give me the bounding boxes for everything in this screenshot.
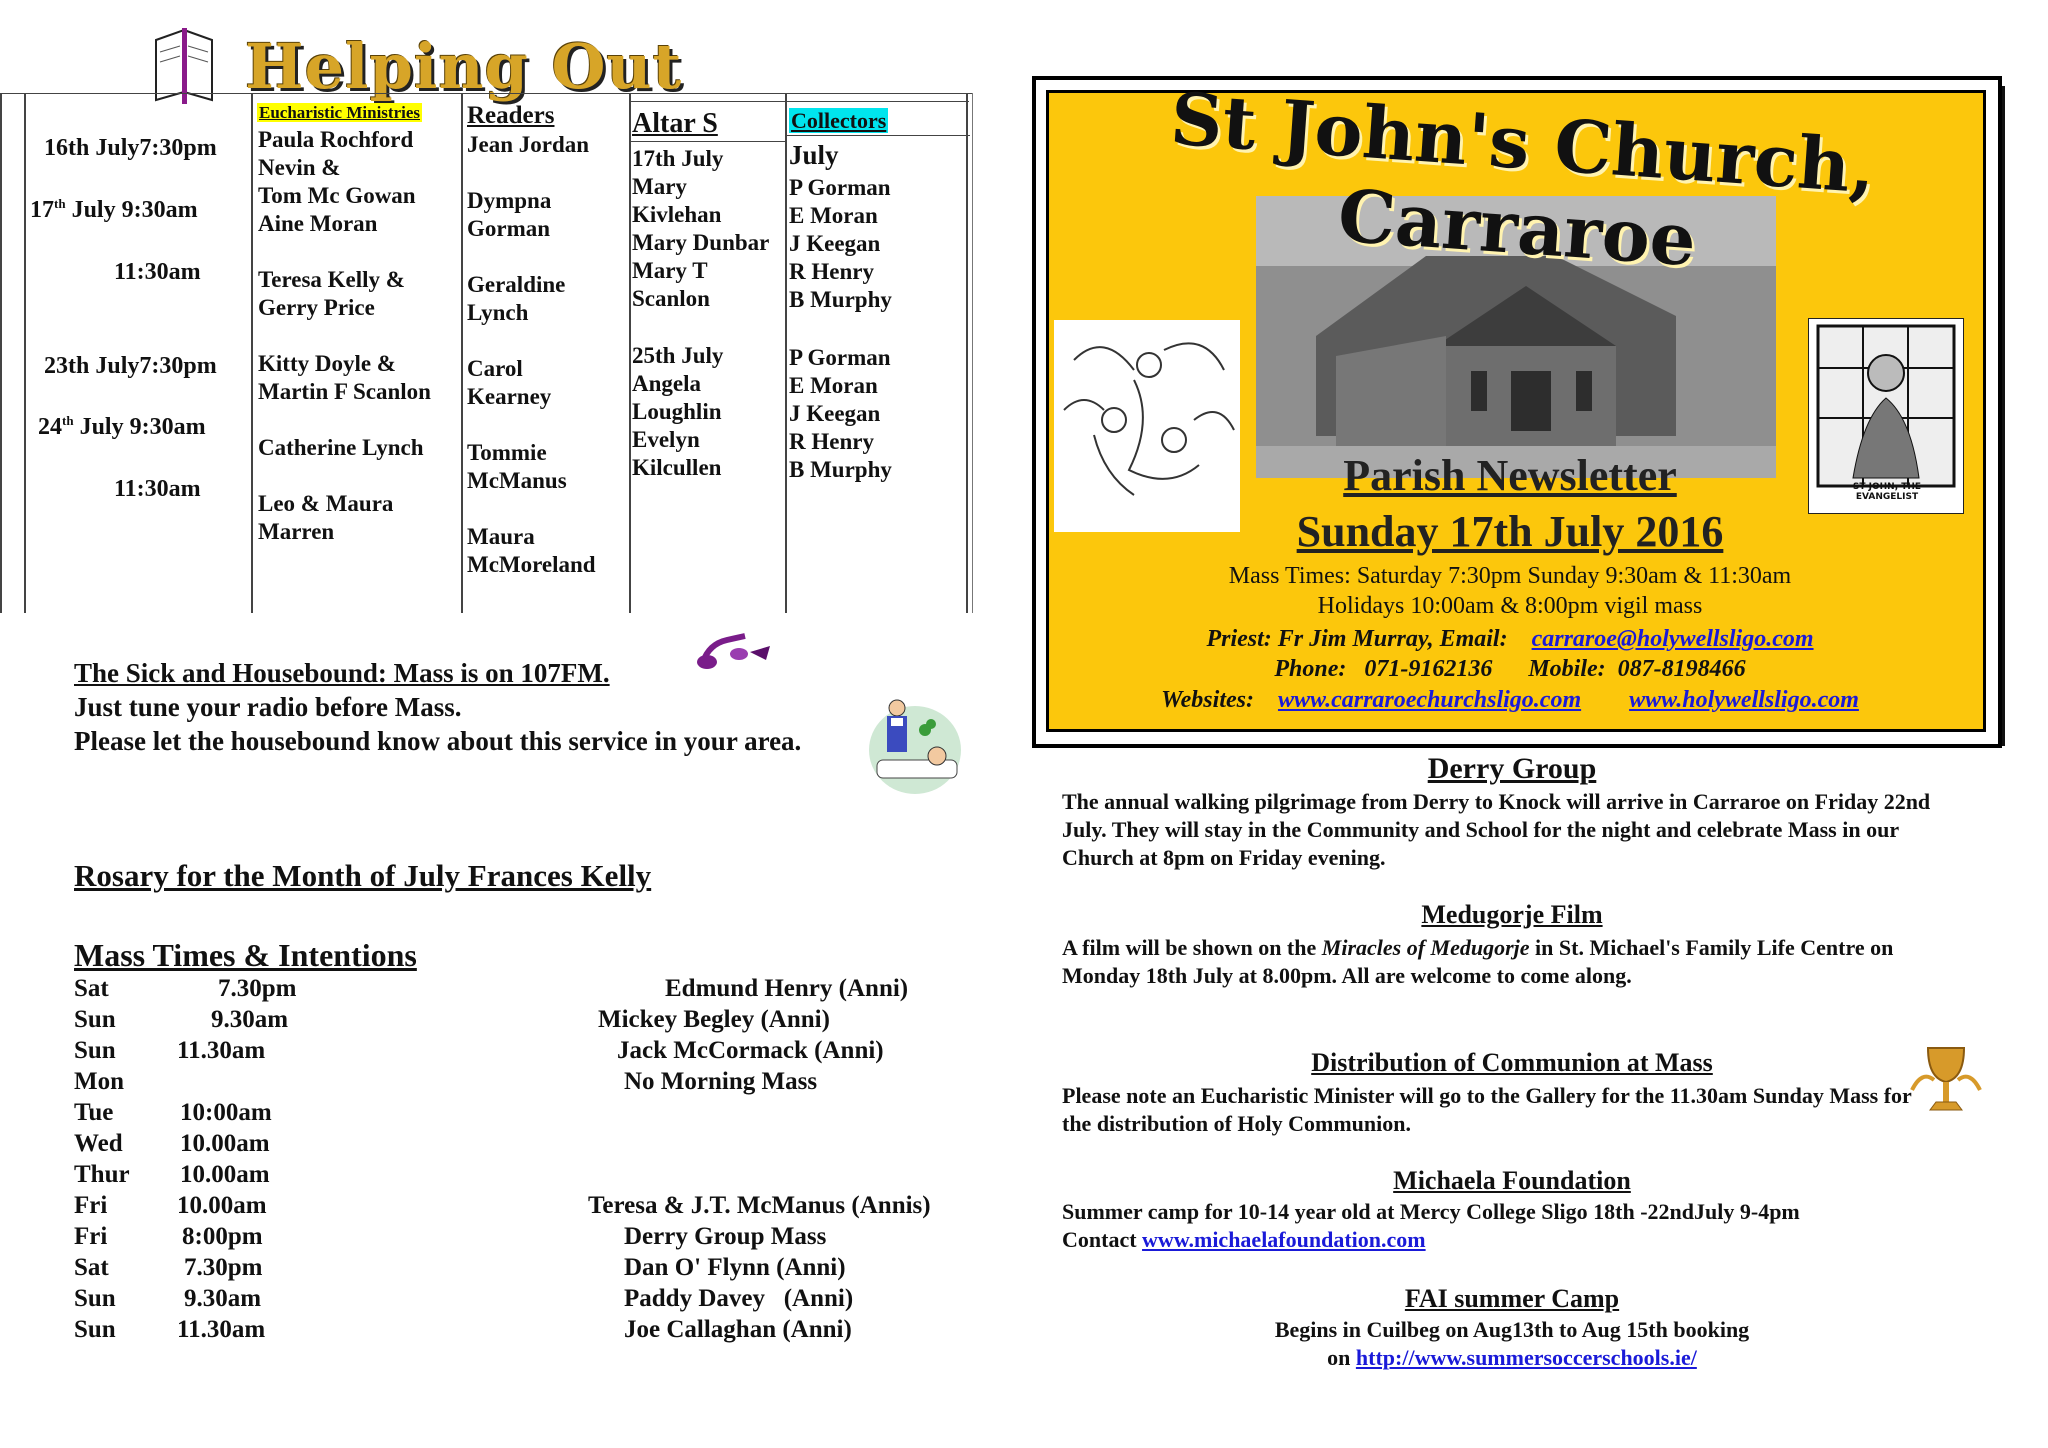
mass-time: 8:00pm — [182, 1223, 263, 1250]
mass-intention: Jack McCormack (Anni) — [617, 1037, 884, 1064]
priest-label: Priest: Fr Jim Murray, Email: — [1206, 626, 1508, 652]
derry-group-heading: Derry Group — [1427, 752, 1597, 785]
rota-time-1: 16th July7:30pm — [44, 135, 217, 161]
newsletter-date: Sunday 17th July 2016 — [1296, 507, 1724, 556]
eucharistic-names: Paula Rochford Nevin & Tom Mc Gowan Aine Moran Teresa Kelly & Gerry Price Kitty Doyle & Martin F Scanlon Catherine Lynch Leo & Maura Marren — [258, 127, 431, 544]
mass-intention: Edmund Henry (Anni) — [665, 975, 909, 1002]
mass-time: 9.30am — [184, 1285, 262, 1312]
mass-time: 10.00am — [180, 1161, 270, 1188]
mass-time: 7.30pm — [218, 975, 297, 1002]
medugorje-body: A film will be shown on the Miracles of Medugorje in St. Michael's Family Life Centre on Monday 18th July at 8.00pm. All are welcome to come along. — [1062, 935, 1894, 988]
michaela-link[interactable]: www.michaelafoundation.com — [1142, 1227, 1426, 1252]
sick-housebound-line3: Please let the housebound know about this service in your area. — [74, 726, 802, 756]
mass-intention: No Morning Mass — [624, 1068, 818, 1095]
mass-intention: Teresa & J.T. McManus (Annis) — [588, 1192, 931, 1219]
eucharistic-header: Eucharistic Ministries — [259, 103, 421, 122]
altar-servers-block-2: 25th July Angela Loughlin Evelyn Kilcullen — [632, 343, 724, 480]
communion-heading: Distribution of Communion at Mass — [1311, 1048, 1713, 1077]
mass-time: 11.30am — [177, 1037, 266, 1064]
mass-day: Thur — [74, 1161, 130, 1188]
email-link[interactable]: carraroe@holywellsligo.com — [1531, 626, 1814, 652]
mass-day: Fri — [74, 1192, 108, 1219]
collectors-header: Collectors — [791, 108, 887, 133]
collectors-month: July — [789, 140, 839, 170]
angels-illustration — [1054, 320, 1240, 532]
rota-time-5: 24th July 9:30am — [38, 413, 206, 440]
rosary-notice: Rosary for the Month of July Frances Kelly — [74, 858, 652, 893]
mass-day: Wed — [74, 1130, 123, 1157]
radio-music-icon — [695, 632, 775, 672]
altar-servers-block-1: 17th July Mary Kivlehan Mary Dunbar Mary T Scanlon — [632, 146, 770, 311]
fai-body: Begins in Cuilbeg on Aug13th to Aug 15th booking on http://www.summersoccerschools.ie/ — [1274, 1317, 1750, 1370]
fai-link[interactable]: http://www.summersoccerschools.ie/ — [1355, 1345, 1697, 1370]
altar-servers-header: Altar S — [632, 108, 718, 139]
fai-heading: FAI summer Camp — [1404, 1284, 1620, 1313]
mass-day: Sat — [74, 1254, 109, 1281]
medugorje-heading: Medugorje Film — [1421, 900, 1603, 929]
mass-time: 10:00am — [180, 1099, 272, 1126]
sick-housebound-heading: The Sick and Housebound: Mass is on 107FM. — [74, 658, 610, 688]
cover-priest-line — [1060, 626, 1960, 653]
website-link-2[interactable]: www.holywellsligo.com — [1629, 687, 1859, 713]
website-link-1[interactable]: www.carraroechurchsligo.com — [1277, 687, 1582, 713]
mass-day: Sun — [74, 1316, 116, 1343]
mass-time: 10.00am — [177, 1192, 267, 1219]
rota-time-2: 17th July 9:30am — [30, 196, 198, 223]
communion-body: Please note an Eucharistic Minister will go to the Gallery for the 11.30am Sunday Mass for the distribution of Holy Communion. — [1062, 1083, 1912, 1136]
mass-day: Sun — [74, 1006, 116, 1033]
rota-time-3: 11:30am — [114, 259, 201, 285]
mass-day: Sat — [74, 975, 109, 1002]
mass-time: 10.00am — [180, 1130, 270, 1157]
derry-group-body: The annual walking pilgrimage from Derry to Knock will arrive in Carraroe on Friday 22nd July. They will stay in the Community and School for the night and celebrate Mass in our Church at 8pm on Friday evening. — [1062, 789, 1931, 870]
rota-time-4: 23th July7:30pm — [44, 353, 217, 379]
websites-label: Websites: — [1161, 687, 1254, 713]
rota-time-6: 11:30am — [114, 476, 201, 502]
church-name: St John's Church, Carraroe — [1167, 75, 1879, 283]
sick-visit-icon — [865, 690, 965, 800]
mass-time: 7.30pm — [184, 1254, 263, 1281]
mass-time: 9.30am — [211, 1006, 289, 1033]
mass-intention: Mickey Begley (Anni) — [598, 1006, 830, 1033]
mass-day: Mon — [74, 1068, 124, 1095]
collectors-block-1: P Gorman E Moran J Keegan R Henry B Murphy — [789, 175, 892, 312]
newsletter-title: Parish Newsletter — [1343, 451, 1677, 500]
cover-holidays: Holidays 10:00am & 8:00pm vigil mass — [1317, 593, 1703, 619]
stained-glass-caption: ST JOHN, THE EVANGELIST — [1852, 482, 1922, 502]
cover-phone-line: Phone: 071-9162136 Mobile: 087-8198466 — [1274, 656, 1746, 682]
mass-intention: Derry Group Mass — [624, 1223, 827, 1250]
cover-websites-line — [1060, 687, 1960, 714]
collectors-block-2: P Gorman E Moran J Keegan R Henry B Murphy — [789, 345, 892, 482]
michaela-heading: Michaela Foundation — [1393, 1166, 1631, 1195]
michaela-body: Summer camp for 10-14 year old at Mercy College Sligo 18th -22ndJuly 9-4pm Contact www.michaelafoundation.com — [1062, 1199, 1800, 1252]
mass-day: Sun — [74, 1285, 116, 1312]
mass-times-heading: Mass Times & Intentions — [74, 937, 417, 973]
cover-mass-times: Mass Times: Saturday 7:30pm Sunday 9:30am & 11:30am — [1228, 563, 1792, 589]
chalice-icon — [1906, 1040, 1986, 1120]
readers-names: Jean Jordan Dympna Gorman Geraldine Lynch Carol Kearney Tommie McManus Maura McMoreland — [467, 132, 596, 577]
mass-intention: Joe Callaghan (Anni) — [624, 1316, 852, 1343]
mass-day: Tue — [74, 1099, 114, 1126]
readers-header: Readers — [467, 102, 555, 129]
sick-housebound-line2: Just tune your radio before Mass. — [74, 692, 462, 722]
mass-intention: Dan O' Flynn (Anni) — [624, 1254, 846, 1281]
mass-time: 11.30am — [177, 1316, 266, 1343]
helping-out-title: Helping Out — [245, 30, 683, 103]
mass-intention: Paddy Davey (Anni) — [624, 1285, 854, 1312]
mass-day: Sun — [74, 1037, 116, 1064]
mass-day: Fri — [74, 1223, 108, 1250]
